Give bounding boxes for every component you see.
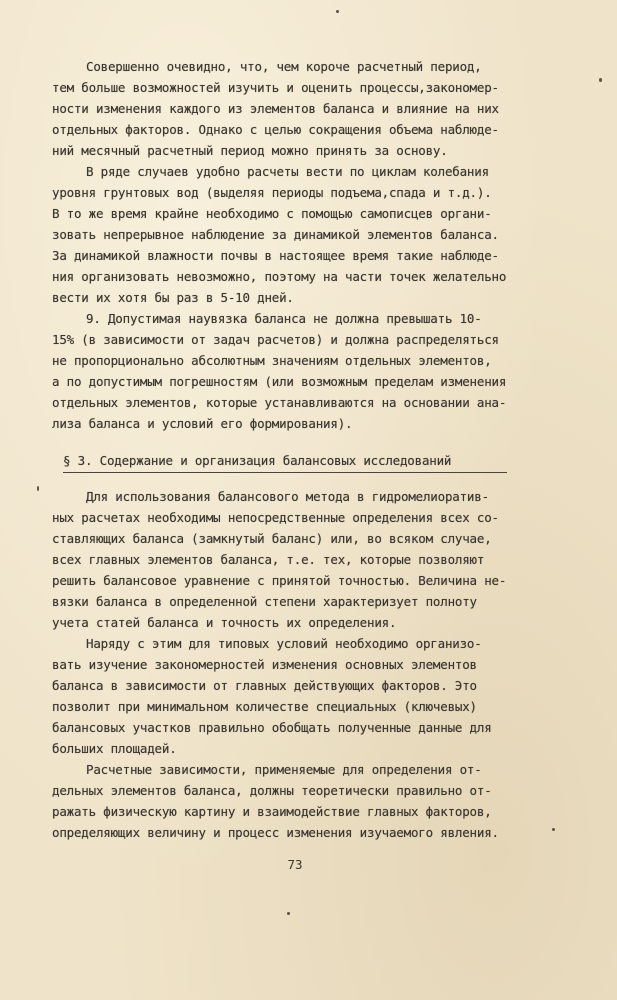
text-line: 9. Допустимая наувязка баланса не должна превышать 10- [86,311,482,326]
text-line: не пропорционально абсолютным значениям отдельных элементов, [52,353,492,368]
text-line: Совершенно очевидно, что, чем короче расчетный период, [86,59,482,74]
text-line: больших площадей. [52,741,177,756]
text-line: позволит при минимальном количестве специальных (ключевых) [52,699,477,714]
text-line: а по допустимым погрешностям (или возможным пределам изменения [52,374,507,389]
text-line: Наряду с этим для типовых условий необходимо организо- [86,636,482,651]
text-line: вести их хотя бы раз в 5-10 дней. [52,290,294,305]
scan-speck [599,78,602,82]
text-line: ставляющих баланса (замкнутый баланс) или, во всяком случае, [52,531,492,546]
text-line: ных расчетах необходимы непосредственные определения всех со- [52,510,499,525]
text-line: ния организовать невозможно, поэтому на части точек желательно [52,269,507,284]
page-number: 73 [287,857,303,872]
text-line: В то же время крайне необходимо с помощью самописцев органи- [52,206,492,221]
text-line: зовать непрерывное наблюдение за динамикой элементов баланса. [52,227,499,242]
text-line: В ряде случаев удобно расчеты вести по циклам колебания [86,164,489,179]
text-line: тем больше возможностей изучить и оценить процессы,закономер- [52,80,499,95]
text-line: Расчетные зависимости, применяемые для определения от- [86,762,482,777]
text-line: определяющих величину и процесс изменения изучаемого явления. [52,825,499,840]
scan-speck [287,912,290,915]
text-line: ний месячный расчетный период можно принять за основу. [52,143,448,158]
text-line: отдельных факторов. Однако с целью сокращения объема наблюде- [52,122,499,137]
text-line: 15% (в зависимости от задач расчетов) и должна распределяться [52,332,499,347]
text-line: За динамикой влажности почвы в настоящее время такие наблюде- [52,248,499,263]
text-line: ражать физическую картину и взаимодействие главных факторов, [52,804,492,819]
section-heading: § 3. Содержание и организация балансовых исследований [63,450,507,473]
text-line: уровня грунтовых вод (выделяя периоды подъема,спада и т.д.). [52,185,492,200]
scan-speck [37,486,39,491]
text-line: вязки баланса в определенной степени характеризует полноту [52,594,477,609]
text-line: всех главных элементов баланса, т.е. тех, которые позволяют [52,552,485,567]
text-line: решить балансовое уравнение с принятой точностью. Величина не- [52,573,507,588]
text-line: вать изучение закономерностей изменения основных элементов [52,657,477,672]
text-line: баланса в зависимости от главных действующих факторов. Это [52,678,477,693]
text-line: дельных элементов баланса, должны теоретически правильно от- [52,783,492,798]
text-line: Для использования балансового метода в гидромелиоратив- [86,489,489,504]
text-line: лиза баланса и условий его формирования). [52,416,353,431]
scan-speck [336,10,339,13]
text-line: учета статей баланса и точность их определения. [52,615,397,630]
text-line: ности изменения каждого из элементов баланса и влияние на них [52,101,499,116]
scan-speck [552,828,555,831]
text-line: отдельных элементов, которые устанавливаются на основании ана- [52,395,507,410]
text-line: балансовых участков правильно обобщать полученные данные для [52,720,492,735]
